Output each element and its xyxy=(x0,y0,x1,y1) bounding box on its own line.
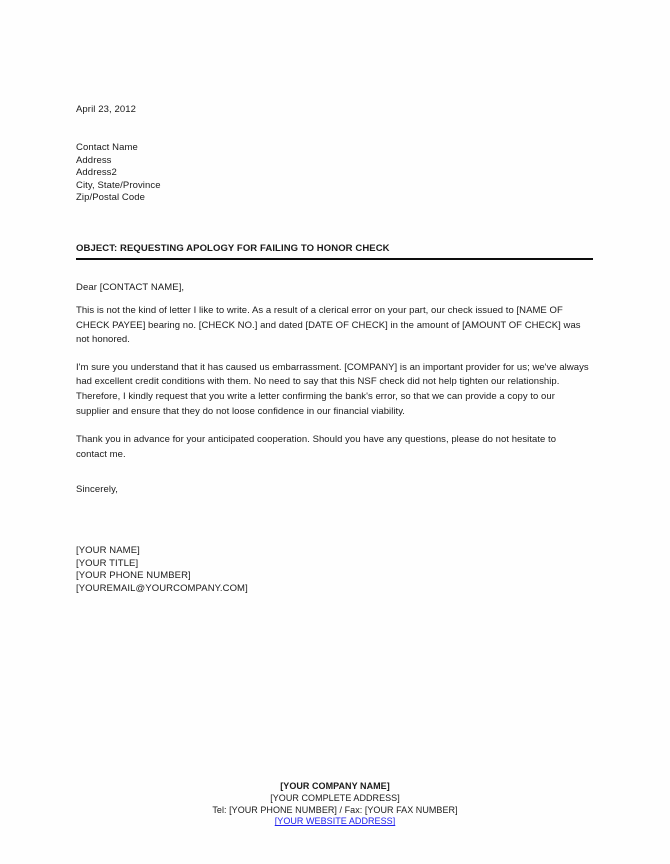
recipient-line-city-state: City, State/Province xyxy=(76,179,161,191)
recipient-line-address2: Address2 xyxy=(76,167,117,179)
footer-website-link[interactable]: [YOUR WEBSITE ADDRESS] xyxy=(274,816,396,827)
salutation: Dear [CONTACT NAME], xyxy=(76,282,185,293)
object-heading: OBJECT: REQUESTING APOLOGY FOR FAILING TO HONOR CHECK xyxy=(76,243,390,254)
recipient-line-zip: Zip/Postal Code xyxy=(76,192,146,204)
recipient-line-contact-name: Contact Name xyxy=(76,142,138,153)
footer-address: [YOUR COMPLETE ADDRESS] xyxy=(270,792,400,803)
signature-line-name: [YOUR NAME] xyxy=(76,545,140,556)
signature-line-phone: [YOUR PHONE NUMBER] xyxy=(76,570,191,582)
footer-company-name: [YOUR COMPANY NAME] xyxy=(280,781,390,791)
recipient-line-address: Address xyxy=(76,154,112,166)
signature-line-email: [YOUREMAIL@YOURCOMPANY.COM] xyxy=(76,582,248,594)
closing-line: Sincerely, xyxy=(76,484,118,495)
footer-contact: Tel: [YOUR PHONE NUMBER] / Fax: [YOUR FAX NUMBER] xyxy=(212,804,458,815)
object-heading-divider xyxy=(76,258,593,260)
page-footer xyxy=(0,781,670,828)
letter-date: April 23, 2012 xyxy=(76,104,136,115)
letter-body xyxy=(76,304,591,462)
signature-line-title: [YOUR TITLE] xyxy=(76,557,139,569)
recipient-address-block xyxy=(76,142,161,205)
body-paragraph-1: This is not the kind of letter I like to write. As a result of a clerical error on your part, our check issued to [NAME OF CHECK PAYEE] bearing no. [CHECK NO.] and dated [DATE OF CHECK] in the amount of [AMOUNT OF CHECK] was not honored. xyxy=(76,305,581,346)
signature-block xyxy=(76,545,248,595)
body-paragraph-2: I'm sure you understand that it has caused us embarrassment. [COMPANY] is an important provider for us; we've always had excellent credit conditions with them. No need to say that this NSF check did not help tighten our relationship. Therefore, I kindly request that you write a letter confirming the bank's error, so that we can provide a copy to our supplier and ensure that they do not loose confidence in our financial viability. xyxy=(76,361,589,417)
body-paragraph-3: Thank you in advance for your anticipated cooperation. Should you have any questions, please do not hesitate to contact me. xyxy=(76,434,557,460)
